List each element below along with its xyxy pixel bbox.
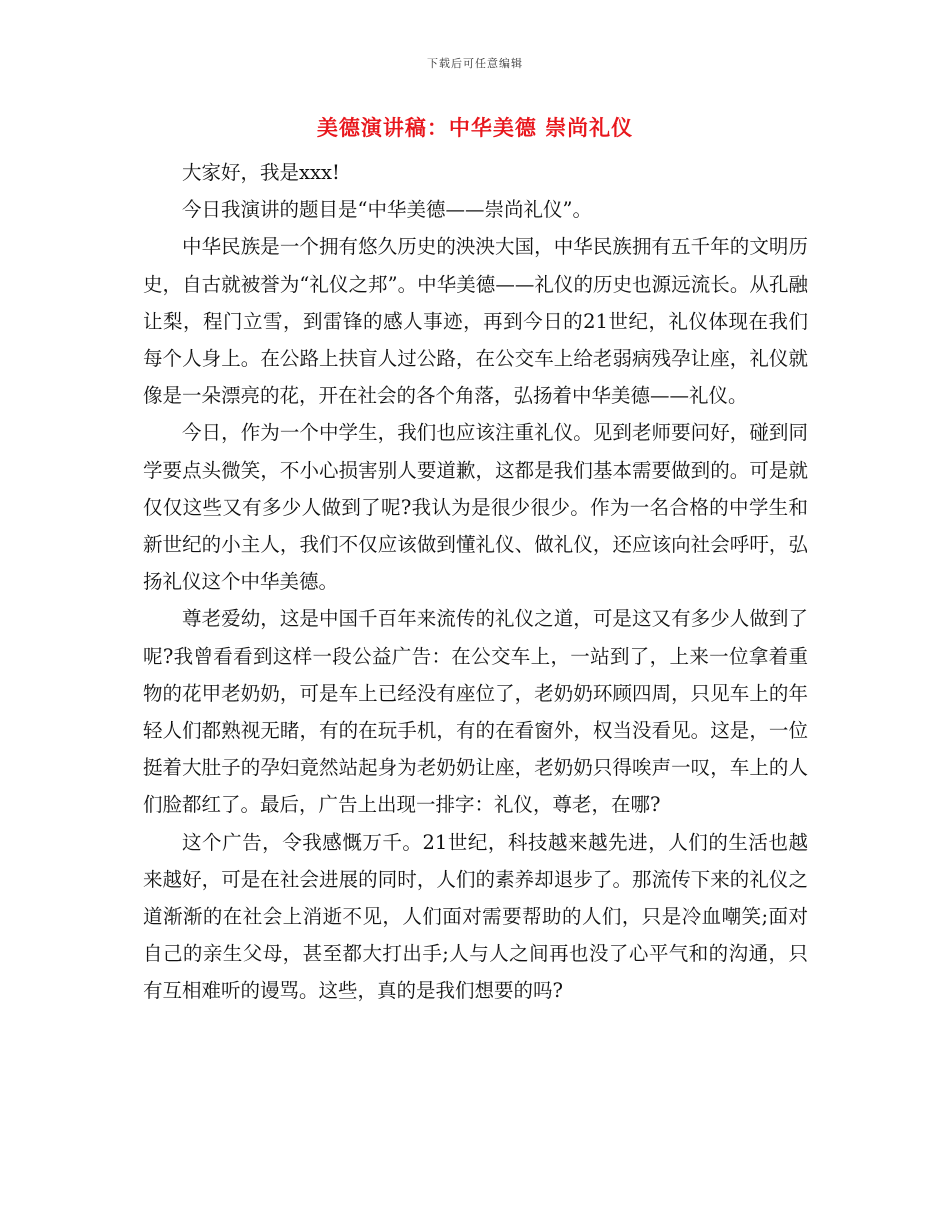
paragraph-greeting: 大家好，我是xxx!: [182, 161, 340, 184]
paragraph-topic: 今日我演讲的题目是“中华美德——崇尚礼仪”。: [182, 198, 592, 222]
paragraph-reflection: 这个广告，令我感慨万千。21世纪，科技越来越先进，人们的生活也越来越好，可是在社会进展的同时，人们的素养却退步了。那流传下来的礼仪之道渐渐的在社会上消逝不见，人们面对需要帮助的人们，只是冷血嘲笑;面对自己的亲生父母，甚至都大打出手;人与人之间再也没了心平气和的沟通，只有互相难听的谩骂。这些，真的是我们想要的吗?: [143, 830, 808, 1003]
document-title: 美德演讲稿：中华美德 崇尚礼仪: [316, 116, 634, 140]
page-header-note: 下载后可任意编辑: [427, 57, 523, 70]
paragraph-public-ad-story: 尊老爱幼，这是中国千百年来流传的礼仪之道，可是这又有多少人做到了呢?我曾看看到这样一段公益广告：在公交车上，一站到了，上来一位拿着重物的花甲老奶奶，可是车上已经没有座位了，老奶奶环顾四周，只见车上的年轻人们都熟视无睹，有的在玩手机，有的在看窗外，权当没看见。这是，一位挺着大肚子的孕妇竟然站起身为老奶奶让座，老奶奶只得唉声一叹，车上的人们脸都红了。最后，广告上出现一排字：礼仪，尊老，在哪?: [143, 607, 808, 817]
paragraph-student-etiquette: 今日，作为一个中学生，我们也应该注重礼仪。见到老师要问好，碰到同学要点头微笑，不小心损害别人要道歉，这都是我们基本需要做到的。可是就仅仅这些又有多少人做到了呢?我认为是很少很少。作为一名合格的中学生和新世纪的小主人，我们不仅应该做到懂礼仪、做礼仪，还应该向社会呼吁，弘扬礼仪这个中华美德。: [143, 421, 808, 594]
paragraph-history: 中华民族是一个拥有悠久历史的泱泱大国，中华民族拥有五千年的文明历史，自古就被誉为“礼仪之邦”。中华美德——礼仪的历史也源远流长。从孔融让梨，程门立雪，到雷锋的感人事迹，再到今日的21世纪，礼仪体现在我们每个人身上。在公路上扶盲人过公路，在公交车上给老弱病残孕让座，礼仪就像是一朵漂亮的花，开在社会的各个角落，弘扬着中华美德——礼仪。: [143, 235, 808, 408]
document-body: [143, 154, 808, 1010]
